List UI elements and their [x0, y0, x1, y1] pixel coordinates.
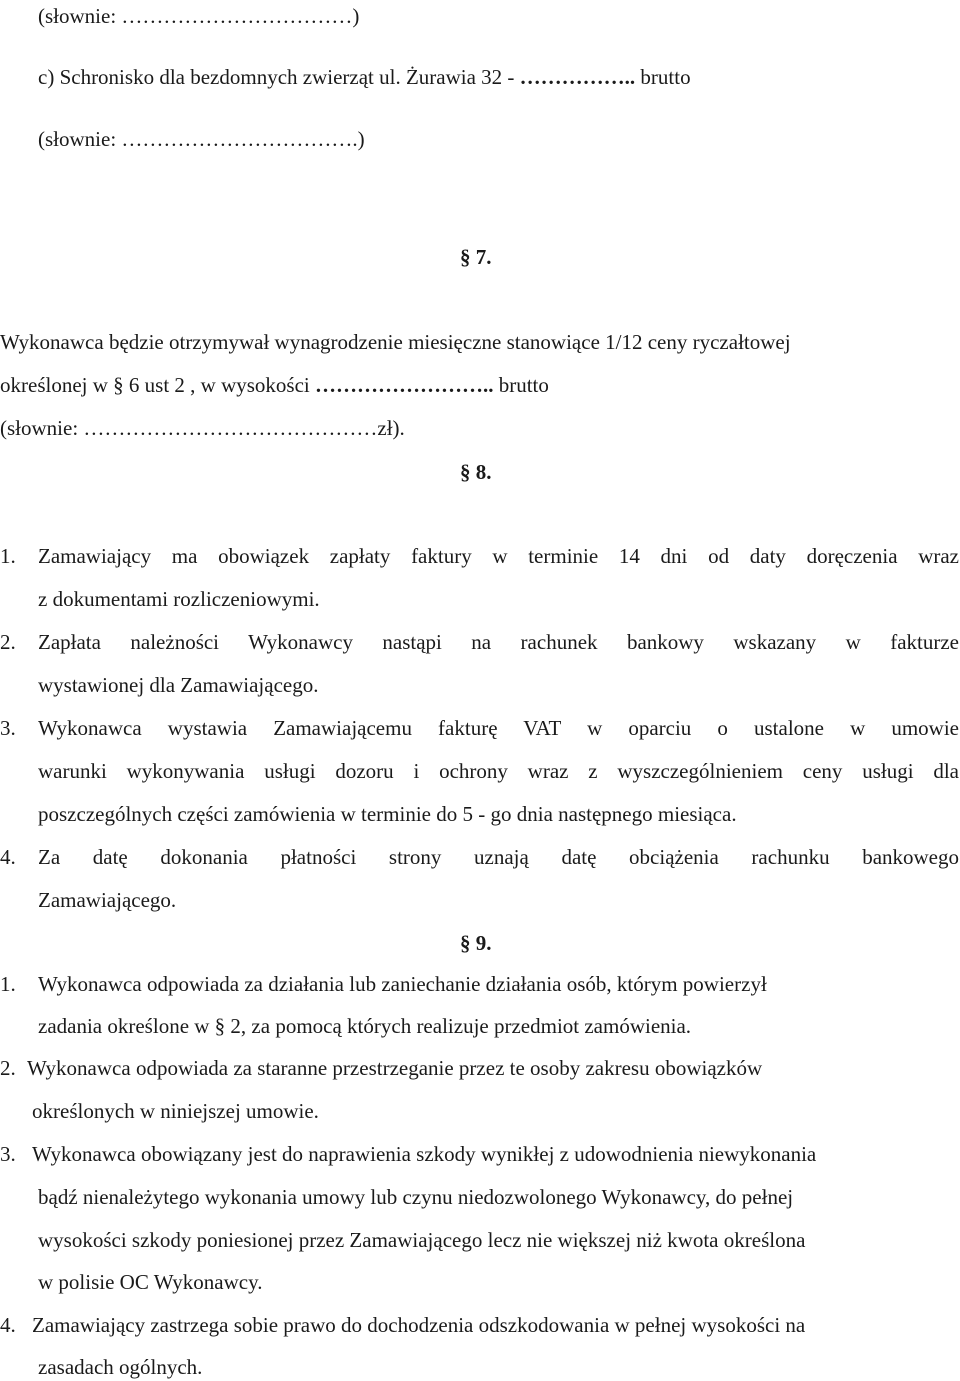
section-9-item-3-line-4: w polisie OC Wykonawcy. — [38, 1270, 263, 1294]
item-c-brutto: brutto — [635, 65, 691, 89]
section-7-line-3: (słownie: ……………………………………zł). — [0, 416, 405, 440]
section-8-item-2-line-2: wystawionej dla Zamawiającego. — [38, 673, 319, 697]
section-8-item-2-line-1: Zapłata należności Wykonawcy nastąpi na rachunek bankowy wskazany w fakturze — [38, 630, 959, 654]
section-8-item-2-number: 2. — [0, 630, 16, 654]
section-9-item-1-line-2: zadania określone w § 2, za pomocą których realizuje przedmiot zamówienia. — [38, 1014, 692, 1038]
section-9-item-1-line-1: Wykonawca odpowiada za działania lub zaniechanie działania osób, którym powierzył — [38, 972, 767, 996]
slownie-line-2: (słownie: …………………………….) — [38, 127, 365, 151]
section-8-item-3-line-1: Wykonawca wystawia Zamawiającemu fakturę VAT w oparciu o ustalone w umowie — [38, 716, 959, 740]
section-8-item-4-line-1: Za datę dokonania płatności strony uznają datę obciążenia rachunku bankowego — [38, 845, 959, 869]
section-7-line-2-text: określonej w § 6 ust 2 , w wysokości — [0, 373, 315, 397]
item-c-amount-dots: …………….. — [519, 65, 636, 89]
section-9-item-1-number: 1. — [0, 972, 16, 996]
section-8-item-3-line-2: warunki wykonywania usługi dozoru i ochrony wraz z wyszczególnieniem ceny usługi dla — [38, 759, 959, 783]
section-8-item-1-number: 1. — [0, 544, 16, 568]
section-9-heading: § 9. — [460, 931, 492, 955]
section-9-item-2-number: 2. — [0, 1056, 16, 1080]
section-8-item-3-number: 3. — [0, 716, 16, 740]
section-7-line-2 — [0, 372, 549, 398]
section-8-item-4-number: 4. — [0, 845, 16, 869]
section-7-brutto: brutto — [493, 373, 549, 397]
section-7-line-1: Wykonawca będzie otrzymywał wynagrodzenie miesięczne stanowiące 1/12 ceny ryczałtowej — [0, 330, 791, 354]
section-8-item-1-line-2: z dokumentami rozliczeniowymi. — [38, 587, 320, 611]
section-9-item-4-line-1: Zamawiający zastrzega sobie prawo do dochodzenia odszkodowania w pełnej wysokości na — [32, 1313, 806, 1337]
section-9-item-4-line-2: zasadach ogólnych. — [38, 1355, 203, 1379]
slownie-line-1: (słownie: ……………………………) — [38, 4, 360, 28]
section-8-item-4-line-2: Zamawiającego. — [38, 888, 177, 912]
section-9-item-3-line-2: bądź nienależytego wykonania umowy lub czynu niedozwolonego Wykonawcy, do pełnej — [38, 1185, 794, 1209]
section-9-item-2-line-2: określonych w niniejszej umowie. — [32, 1099, 319, 1123]
section-9-item-3-line-1: Wykonawca obowiązany jest do naprawienia szkody wynikłej z udowodnienia niewykonania — [32, 1142, 817, 1166]
section-9-item-3-line-3: wysokości szkody poniesionej przez Zamawiającego lecz nie większej niż kwota określona — [38, 1228, 806, 1252]
section-9-item-3-number: 3. — [0, 1142, 16, 1166]
item-c-text: c) Schronisko dla bezdomnych zwierząt ul. Żurawia 32 - — [38, 65, 520, 89]
section-7-amount-dots: …………………….. — [314, 373, 494, 397]
section-8-heading: § 8. — [460, 460, 492, 484]
section-8-item-3-line-3: poszczególnych części zamówienia w terminie do 5 - go dnia następnego miesiąca. — [38, 802, 737, 826]
section-8-item-1-line-1: Zamawiający ma obowiązek zapłaty faktury w terminie 14 dni od daty doręczenia wraz — [38, 544, 959, 568]
section-9-item-4-number: 4. — [0, 1313, 16, 1337]
section-9-item-2-line-1: Wykonawca odpowiada za staranne przestrzeganie przez te osoby zakresu obowiązków — [27, 1056, 763, 1080]
item-c-line — [38, 64, 691, 90]
section-7-heading: § 7. — [460, 245, 492, 269]
